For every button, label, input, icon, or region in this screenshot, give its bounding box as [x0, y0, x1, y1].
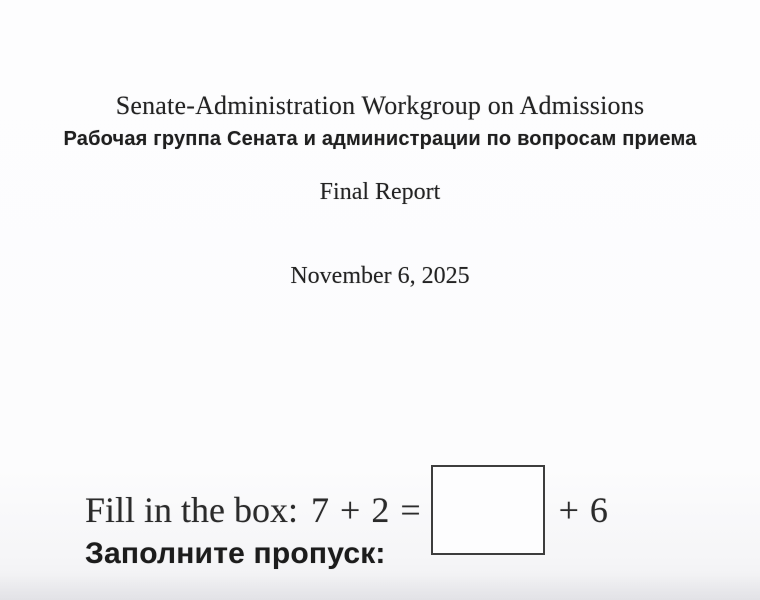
report-title-russian: Рабочая группа Сената и администрации по вопросам приема — [63, 128, 697, 150]
report-type-label: Final Report — [319, 179, 441, 205]
page-bottom-shadow — [0, 574, 760, 600]
report-title-english: Senate-Administration Workgroup on Admissions — [115, 91, 645, 120]
equation-left-side: 7 + 2 = — [311, 489, 421, 530]
report-date: November 6, 2025 — [290, 263, 470, 289]
exercise-prompt-english: Fill in the box: — [85, 489, 299, 530]
answer-box[interactable] — [431, 465, 545, 555]
equation-right-side: + 6 — [558, 489, 608, 530]
exercise-prompt-russian: Заполните пропуск: — [85, 537, 386, 570]
